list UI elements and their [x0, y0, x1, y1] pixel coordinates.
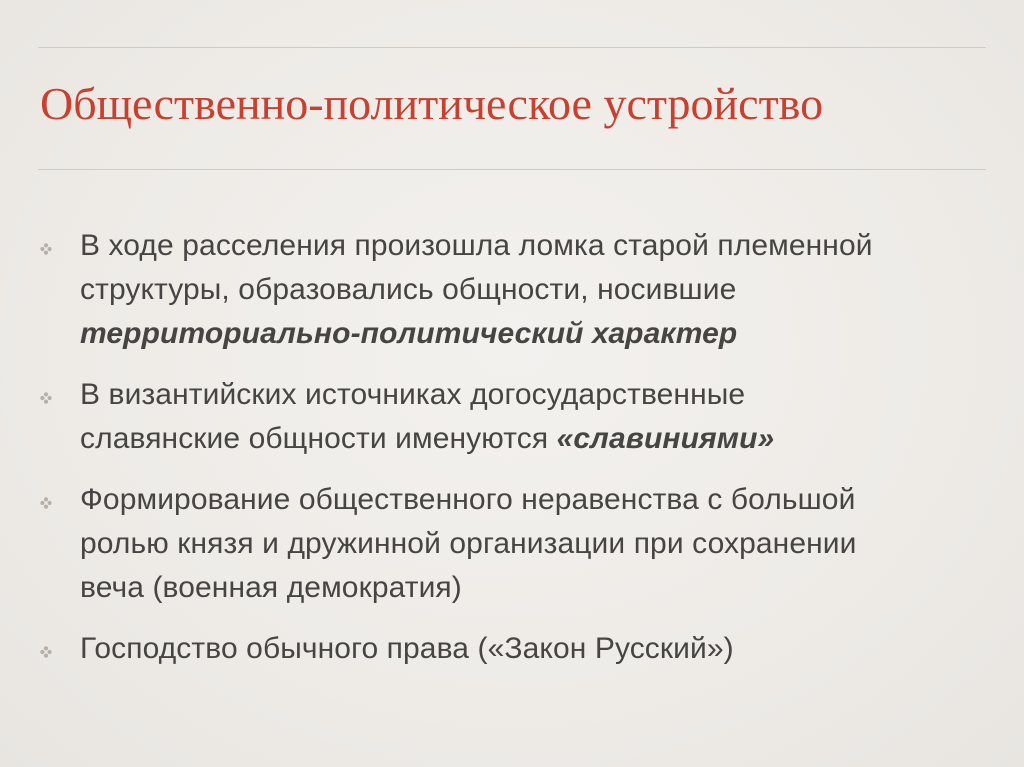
bullet-list [40, 224, 990, 688]
title-top-rule [38, 47, 986, 48]
bullet-line: ролью князя и дружинной организации при сохранении [80, 527, 857, 560]
bullet-line: структуры, образовались общности, носившие [80, 273, 737, 306]
bullet-item [40, 373, 990, 461]
bullet-line: Формирование общественного неравенства с большой [80, 483, 856, 516]
bullet-item [40, 627, 990, 671]
diamond-flower-icon [40, 627, 80, 671]
bullet-line: славянские общности именуются [80, 422, 557, 455]
bullet-emphasis: территориально-политический характер [80, 317, 738, 350]
diamond-flower-icon [40, 373, 80, 417]
title-bottom-rule [38, 169, 986, 170]
bullet-text [80, 224, 873, 356]
diamond-flower-icon [40, 224, 80, 268]
bullet-text [80, 373, 774, 461]
bullet-item [40, 224, 990, 356]
bullet-item [40, 478, 990, 610]
bullet-line: В византийских источниках догосударственные [80, 378, 746, 411]
bullet-line: В ходе расселения произошла ломка старой племенной [80, 229, 873, 262]
bullet-line: Господство обычного права («Закон Русский») [80, 632, 734, 665]
bullet-text [80, 478, 857, 610]
bullet-line: веча (военная демократия) [80, 571, 462, 604]
bullet-text [80, 627, 734, 671]
slide-title: Общественно-политическое устройство [40, 78, 824, 129]
diamond-flower-icon [40, 478, 80, 522]
bullet-emphasis: «славиниями» [556, 422, 775, 455]
